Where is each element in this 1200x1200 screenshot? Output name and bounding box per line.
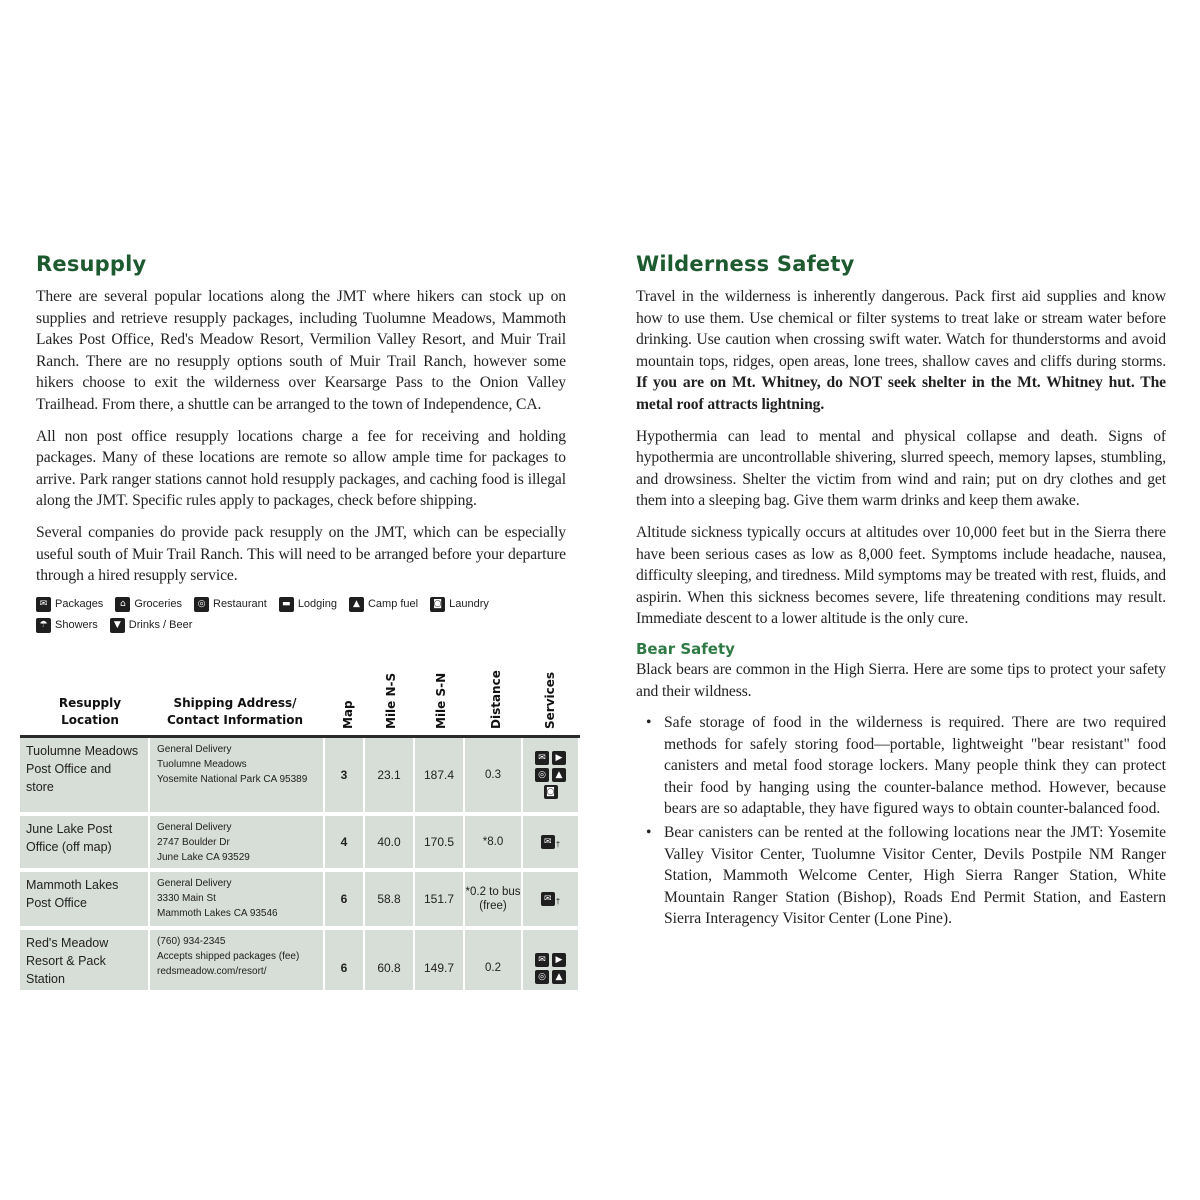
cell-address: (760) 934-2345 Accepts shipped packages (fee) redsmeadow.com/resort/ xyxy=(150,930,325,990)
cell-services xyxy=(523,738,578,812)
header-services: Services xyxy=(543,671,557,729)
cell-mile-sn: 151.7 xyxy=(415,872,465,926)
legend-item-camp-fuel xyxy=(349,597,418,612)
legend-item-packages xyxy=(36,597,103,612)
camp-fuel-icon: ▲ xyxy=(349,597,364,612)
legend-label: Camp fuel xyxy=(367,598,419,611)
groceries-icon: ⌂ xyxy=(115,597,130,612)
legend-label: Drinks / Beer xyxy=(128,619,193,632)
cell-mile-ns: 40.0 xyxy=(365,816,415,868)
restaurant-icon: ◎ xyxy=(535,970,549,984)
legend-item-drinks xyxy=(110,618,193,633)
restaurant-icon: ◎ xyxy=(535,768,549,782)
legend-label: Laundry xyxy=(449,598,489,611)
legend-label: Showers xyxy=(55,619,98,632)
service-footnote: † xyxy=(555,897,561,906)
legend-label: Restaurant xyxy=(213,598,267,611)
header-mile-ns: Mile N-S xyxy=(384,672,398,729)
cell-distance: *0.2 to bus (free) xyxy=(465,872,523,926)
cell-location: June Lake Post Office (off map) xyxy=(20,816,150,868)
resupply-table xyxy=(20,663,580,990)
safety-paragraph-1 xyxy=(636,286,1166,416)
resupply-paragraph-3: Several companies do provide pack resupply on the JMT, which can be especially useful south of Muir Trail Ranch. This will need to be arranged before your departure through a hired resupply service. xyxy=(36,523,566,585)
list-item: • Bear canisters can be rented at the following locations near the JMT: Yosemite Valley Visitor Center, Tuolumne Visitor Center, Devils Postpile NM Ranger Station, Mammoth Welcome Center, High Sierra Ranger Station, White Mountain Ranger Station (Bishop), Roads End Permit Station, and Eastern Sierra Interagency Visitor Center (Lone Pine). xyxy=(642,822,1166,930)
camp-fuel-icon: ▲ xyxy=(552,768,566,782)
cell-mile-ns: 23.1 xyxy=(365,738,415,812)
altitude-paragraph: Altitude sickness typically occurs at altitudes over 10,000 feet but in the Sierra there have been serious cases as low as 8,000 feet. Symptoms include headache, nausea, difficulty sleeping, and tiredness. Mild symptoms may be treated with rest, fluids, and aspirin. When this sickness becomes severe, life threatening conditions may result. Immediate descent to a lower altitude is the only cure. xyxy=(636,523,1166,628)
resupply-paragraph-2: All non post office resupply locations charge a fee for receiving and holding packages. Many of these locations are remote so allow ample time for packages to arrive. Park ranger stations cannot hold resupply packages, and caching food is illegal along the JMT. Specific rules apply to packages, check before shipping. xyxy=(36,427,566,510)
cell-map: 6 xyxy=(325,930,365,990)
cell-address: General Delivery Tuolumne Meadows Yosemite National Park CA 95389 xyxy=(150,738,325,812)
table-row xyxy=(20,872,580,930)
cell-services xyxy=(523,930,578,990)
legend-item-restaurant xyxy=(194,597,267,612)
packages-icon: ✉ xyxy=(535,953,549,967)
cell-mile-sn: 149.7 xyxy=(415,930,465,990)
packages-icon: ✉ xyxy=(535,751,549,765)
cell-location: Red's Meadow Resort & Pack Station xyxy=(20,930,150,990)
resupply-title: Resupply xyxy=(36,252,147,276)
resupply-paragraph-1: There are several popular locations along the JMT where hikers can stock up on supplies and retrieve resupply packages, including Tuolumne Meadows, Mammoth Lakes Post Office, Red's Meadow Resort, Vermilion Valley Resort, and Muir Trail Ranch. There are no resupply options south of Muir Trail Ranch, however some hikers choose to exit the wilderness over Kearsarge Pass to the Onion Valley Trailhead. From there, a shuttle can be arranged to the town of Independence, CA. xyxy=(36,288,566,413)
cell-location: Tuolumne Meadows Post Office and store xyxy=(20,738,150,812)
cell-distance: *8.0 xyxy=(465,816,523,868)
legend-label: Groceries xyxy=(134,598,182,611)
header-location: Resupply Location xyxy=(58,696,122,727)
legend-label: Packages xyxy=(55,598,104,611)
legend-label: Lodging xyxy=(297,598,337,611)
cell-map: 4 xyxy=(325,816,365,868)
header-distance: Distance xyxy=(489,670,503,729)
packages-icon: ✉ xyxy=(541,835,555,849)
camp-fuel-icon: ▲ xyxy=(552,970,566,984)
packages-icon: ✉ xyxy=(541,892,555,906)
bear-intro: Black bears are common in the High Sierra. Here are some tips to protect your safety and their wildness. xyxy=(636,660,1166,700)
services-legend xyxy=(36,597,536,633)
cell-services xyxy=(523,872,578,926)
cell-location: Mammoth Lakes Post Office xyxy=(20,872,150,926)
safety-title: Wilderness Safety xyxy=(636,252,855,276)
lodging-icon: ▬ xyxy=(279,597,294,612)
cell-address: General Delivery 2747 Boulder Dr June Lake CA 93529 xyxy=(150,816,325,868)
legend-item-groceries xyxy=(115,597,182,612)
restaurant-icon: ◎ xyxy=(194,597,209,612)
header-map: Map xyxy=(341,700,355,729)
cell-map: 3 xyxy=(325,738,365,812)
cell-distance: 0.3 xyxy=(465,738,523,812)
packages-icon: ✉ xyxy=(36,597,51,612)
header-mile-sn: Mile S-N xyxy=(434,672,448,729)
cell-mile-ns: 58.8 xyxy=(365,872,415,926)
table-row xyxy=(20,738,580,816)
showers-icon: ☂ xyxy=(36,618,51,633)
list-item: • Safe storage of food in the wilderness is required. There are two required methods for safely storing food—portable, lightweight "bear resistant" food canisters and metal food storage lockers. Many people think they can protect their food by hanging using the counter-balance method. However, because bears are so adaptable, they have figured ways to obtain counter-balanced food. xyxy=(642,712,1166,820)
laundry-icon: ◙ xyxy=(544,785,558,799)
cell-mile-ns: 60.8 xyxy=(365,930,415,990)
cell-services xyxy=(523,816,578,868)
whitney-warning: If you are on Mt. Whitney, do NOT seek shelter in the Mt. Whitney hut. The metal roof attracts lightning. xyxy=(636,374,1166,413)
wilderness-safety-section xyxy=(636,250,1166,990)
bear-safety-title: Bear Safety xyxy=(636,639,735,658)
cell-address: General Delivery 3330 Main St Mammoth Lakes CA 93546 xyxy=(150,872,325,926)
drinks-icon: ▶ xyxy=(552,751,566,765)
resupply-section xyxy=(36,250,566,633)
table-header xyxy=(20,663,580,738)
legend-item-lodging xyxy=(279,597,337,612)
drinks-icon: ▼ xyxy=(110,618,125,633)
cell-mile-sn: 170.5 xyxy=(415,816,465,868)
cell-mile-sn: 187.4 xyxy=(415,738,465,812)
legend-item-showers xyxy=(36,618,98,633)
drinks-icon: ▶ xyxy=(552,953,566,967)
cell-map: 6 xyxy=(325,872,365,926)
header-address: Shipping Address/ Contact Information xyxy=(166,696,304,727)
table-row xyxy=(20,816,580,872)
legend-item-laundry xyxy=(430,597,489,612)
bear-tips-list xyxy=(642,712,1166,930)
safety-paragraph-1-text: Travel in the wilderness is inherently dangerous. Pack first aid supplies and know how to use them. Use chemical or filter systems to treat lake or stream water before drinking. Use caution when crossing swift water. Watch for thunderstorms and avoid mountain tops, ridges, open areas, lone trees, shallow caves and cliffs during storms. xyxy=(636,288,1166,370)
table-row xyxy=(20,930,580,990)
laundry-icon: ◙ xyxy=(430,597,445,612)
hypothermia-paragraph: Hypothermia can lead to mental and physical collapse and death. Signs of hypothermia are uncontrollable shivering, slurred speech, memory lapses, stumbling, and drowsiness. Shelter the victim from wind and rain; put on dry clothes and get them into a sleeping bag. Give them warm drinks and keep them awake. xyxy=(636,427,1166,510)
cell-distance: 0.2 xyxy=(465,930,523,990)
service-footnote: † xyxy=(555,840,561,849)
